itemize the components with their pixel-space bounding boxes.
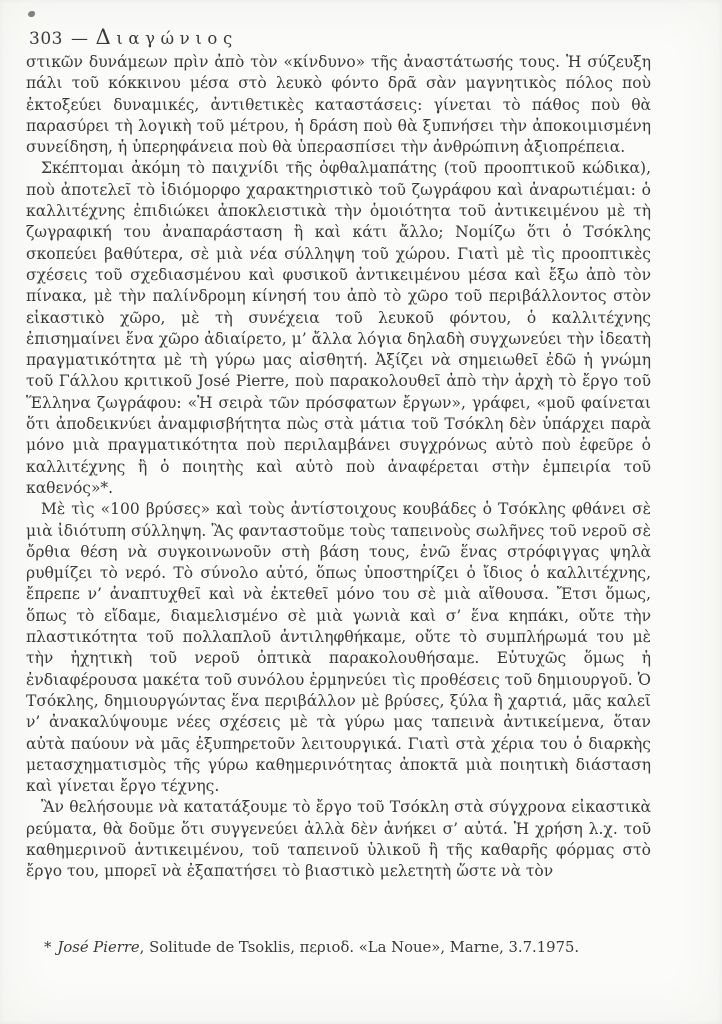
header-dash: — xyxy=(70,29,89,49)
body-text-column xyxy=(26,52,651,883)
paragraph: Σκέπτομαι ἀκόμη τὸ παιχνίδι τῆς ὀφθαλμαπάτης (τοῦ προοπτικοῦ κώδικα), ποὺ ἀποτελεῖ τὸ ἰδιόμορφο χαρακτηριστικὸ τοῦ ζωγράφου καὶ ἀναρωτιέμαι: ὁ καλλιτέχνης ἐπιδιώκει ἀποκλειστικὰ τὴν ὁμοιότητα τοῦ ἀντικειμένου μὲ τὴ ζωγραφική του ἀναπαράσταση ἢ καὶ κάτι ἄλλο; Νομίζω ὅτι ὁ Τσόκλης σκοπεύει βαθύτερα, σὲ μιὰ νέα σύλληψη τοῦ χώρου. Γιατὶ μὲ τὶς προοπτικὲς σχέσεις τοῦ σχεδιασμένου καὶ φυσικοῦ ἀντικειμένου μέσα καὶ ἔξω ἀπὸ τὸν πίνακα, μὲ τὴν παλίνδρομη κίνησή του ἀπὸ τὸ χῶρο τοῦ περιβάλλοντος στὸν εἰκαστικὸ χῶρο, μὲ τὴ συνέχεια τοῦ λευκοῦ φόντου, ὁ καλλιτέχνης ἐπισημαίνει ἕνα χῶρο ἀδιαίρετο, μ’ ἄλλα λόγια δηλαδὴ συγχωνεύει τὴν ἰδεατὴ πραγματικότητα μὲ τὴ γύρω μας αἰσθητή. Ἀξίζει νὰ σημειωθεῖ ἐδῶ ἡ γνώμη τοῦ Γάλλου κριτικοῦ José Pierre, ποὺ παρακολουθεῖ ἀπὸ τὴν ἀρχὴ τὸ ἔργο τοῦ Ἕλληνα ζωγράφου: «Ἡ σειρὰ τῶν πρόσφατων ἔργων», γράφει, «μοῦ φαίνεται ὅτι ἀποδεικνύει ἀναμφισβήτητα πὼς στὰ μάτια τοῦ Τσόκλη δὲν ὑπάρχει παρὰ μόνο μιὰ πραγματικότητα ποὺ περιλαμβάνει συγχρόνως αὐτὸ ποὺ ἐφεῦρε ὁ καλλιτέχνης ἢ ὁ ποιητὴς καὶ αὐτὸ ποὺ ἀναφέρεται στὴν ἐμπειρία τοῦ καθενός»*. xyxy=(26,159,651,497)
paragraph: Μὲ τὶς «100 βρύσες» καὶ τοὺς ἀντίστοιχους κουβάδες ὁ Τσόκλης φθάνει σὲ μιὰ ἰδιότυπη σύλληψη. Ἂς φανταστοῦμε τοὺς ταπεινοὺς σωλῆνες τοῦ νεροῦ σὲ ὄρθια θέση νὰ συγκοινωνοῦν στὴ βάση τους, ἐνῶ ἕνας στρόφιγγας ψηλὰ ρυθμίζει τὸ νερό. Τὸ σύνολο αὐτό, ὅπως ὑποστηρίζει ὁ ἴδιος ὁ καλλιτέχνης, ἔπρεπε ν’ ἀναπτυχθεῖ καὶ νὰ ἐκτεθεῖ μόνο του σὲ μιὰ αἴθουσα. Ἔτσι ὅμως, ὅπως τὸ εἴδαμε, διαμελισμένο σὲ μιὰ γωνιὰ καὶ σ’ ἕνα κηπάκι, οὔτε τὴν πλαστικότητα τοῦ πολλαπλοῦ ἀντιληφθήκαμε, οὔτε τὸ συμπλήρωμά του μὲ τὴν ἠχητικὴ τοῦ νεροῦ ὀπτικὰ παρακολουθήσαμε. Εὐτυχῶς ὅμως ἡ ἐνδιαφέρουσα μακέτα τοῦ συνόλου ἑρμηνεύει τὶς προθέσεις τοῦ δημιουργοῦ. Ὁ Τσόκλης, δημιουργώντας ἕνα περιβάλλον μὲ βρύσες, ξύλα ἢ χαρτιά, μᾶς καλεῖ ν’ ἀνακαλύψουμε νέες σχέσεις μὲ τὰ γύρω μας ταπεινὰ ἀντικείμενα, ὅταν αὐτὰ παύουν νὰ μᾶς ἐξυπηρετοῦν λειτουργικά. Γιατὶ στὰ χέρια του ὁ διαρκὴς μετασχηματισμὸς τῆς γύρω καθημερινότητας ἀποκτᾶ μιὰ ποιητικὴ διάσταση καὶ γίνεται ἔργο τέχνης. xyxy=(26,500,651,796)
running-head xyxy=(29,24,238,49)
paragraph-continuation: στικῶν δυνάμεων πρὶν ἀπὸ τὸν «κίνδυνο» τῆς ἀναστάτωσής τους. Ἡ σύζευξη πάλι τοῦ κόκκινου μέσα στὸ λευκὸ φόντο δρᾶ σὰν μαγνητικὸς πόλος ποὺ ἐκτοξεύει δυναμικές, ἀντιθετικὲς καταστάσεις: γίνεται τὸ πάθος ποὺ θὰ παρασύρει τὴ λογικὴ τοῦ μέτρου, ἡ δράση ποὺ θὰ ξυπνήσει τὴν ἀποκοιμισμένη συνείδηση, ἡ ὑπερηφάνεια ποὺ θὰ ὑπερασπίσει τὴν ἀνθρώπινη ἀξιοπρέπεια. xyxy=(26,53,651,157)
page-number: 303 xyxy=(29,29,63,49)
footnote-asterisk: * xyxy=(44,939,52,956)
footnote-author: José Pierre xyxy=(57,939,140,956)
paragraph: Ἂν θελήσουμε νὰ κατατάξουμε τὸ ἔργο τοῦ Τσόκλη στὰ σύγχρονα εἰκαστικὰ ρεύματα, θὰ δοῦμε ὅτι συγγενεύει ἀλλὰ δὲν ἀνήκει σ’ αὐτά. Ἡ χρήση λ.χ. τοῦ καθημερινοῦ ἀντικειμένου, τοῦ ταπεινοῦ ὑλικοῦ ἢ τῆς καθαρῆς φόρμας στὸ ἔργο του, μπορεῖ νὰ ἐξαπατήσει τὸ βιαστικὸ μελετητὴ ὥστε νὰ τὸν xyxy=(26,798,651,881)
footnote xyxy=(44,938,656,958)
footnote-citation: , Solitude de Tsoklis, περιοδ. «La Noue», Marne, 3.7.1975. xyxy=(139,939,580,956)
scan-speck-artifact xyxy=(28,11,35,17)
journal-title: Διαγώνιος xyxy=(95,24,238,49)
